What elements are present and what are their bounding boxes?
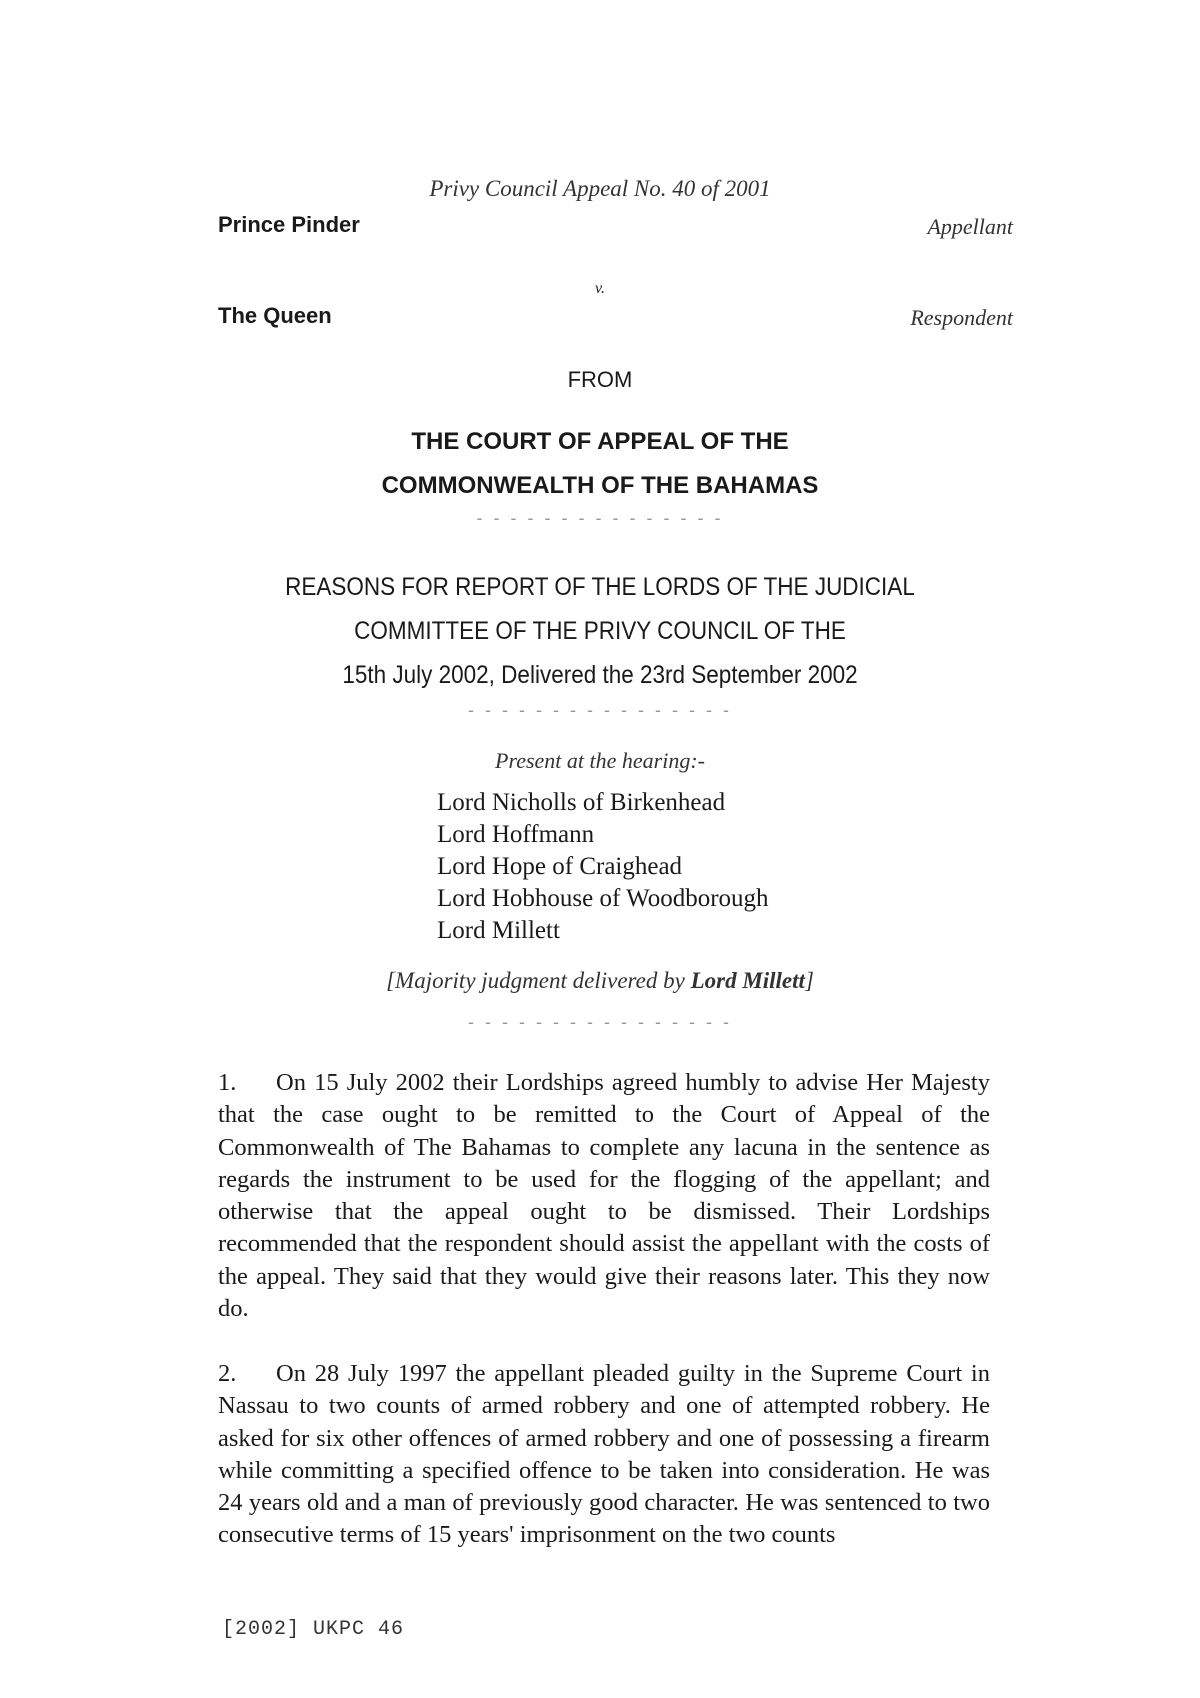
court-heading [0,420,1200,508]
paragraph-text: On 28 July 1997 the appellant pleaded guilty in the Supreme Court in Nassau to two counts of armed robbery and one of attempted robbery. He asked for six other offences of armed robbery and one of possessing a firearm while committing a specified offence to be taken into consideration. He was 24 years old and a man of previously good character. He was sentenced to two consecutive terms of 15 years' imprisonment on the two counts [218,1360,990,1549]
lord-item: Lord Nicholls of Birkenhead [437,789,726,816]
separator-3: - - - - - - - - - - - - - - - - [468,1012,732,1032]
majority-judge: Lord Millett [690,968,805,993]
present-at-hearing-label: Present at the hearing:- [495,748,705,773]
reasons-line-1: REASONS FOR REPORT OF THE LORDS OF THE JUDICIAL [285,573,915,601]
lord-item: Lord Hope of Craighead [437,853,683,880]
lord-item: Lord Millett [437,917,560,944]
reasons-heading [60,565,1140,697]
lord-item: Lord Hoffmann [437,821,595,848]
majority-suffix: ] [804,968,814,993]
paragraph-number: 1. [218,1069,237,1096]
paragraph-number: 2. [218,1360,237,1387]
separator-2: - - - - - - - - - - - - - - - - [468,700,732,720]
court-line-2: COMMONWEALTH OF THE BAHAMAS [381,472,819,499]
court-line-1: THE COURT OF APPEAL OF THE [411,428,789,455]
versus-label: v. [595,280,605,297]
majority-judgment-note [0,968,1200,994]
from-label: FROM [567,367,633,392]
appeal-number: Privy Council Appeal No. 40 of 2001 [429,176,771,201]
reasons-line-3: 15th July 2002, Delivered the 23rd September 2002 [342,661,858,689]
case-citation: [2002] UKPC 46 [222,1618,405,1641]
reasons-line-2: COMMITTEE OF THE PRIVY COUNCIL OF THE [354,617,846,645]
paragraph-1 [218,1067,990,1325]
separator-1: - - - - - - - - - - - - - - - [476,508,724,528]
paragraph-2 [218,1358,990,1552]
respondent-name: The Queen [218,303,332,328]
appellant-name: Prince Pinder [218,212,360,237]
appellant-role: Appellant [927,214,1013,239]
majority-prefix: [Majority judgment delivered by [386,968,691,993]
paragraph-text: On 15 July 2002 their Lordships agreed humbly to advise Her Majesty that the case ought to be remitted to the Court of Appeal of the Commonwealth of The Bahamas to complete any lacuna in the sentence as regards the instrument to be used for the flogging of the appellant; and otherwise that the appeal ought to be dismissed. Their Lordships recommended that the respondent should assist the appellant with the costs of the appeal. They said that they would give their reasons later. This they now do. [218,1069,990,1323]
respondent-role: Respondent [910,305,1013,330]
lord-item: Lord Hobhouse of Woodborough [437,885,769,912]
lords-list [437,787,769,947]
